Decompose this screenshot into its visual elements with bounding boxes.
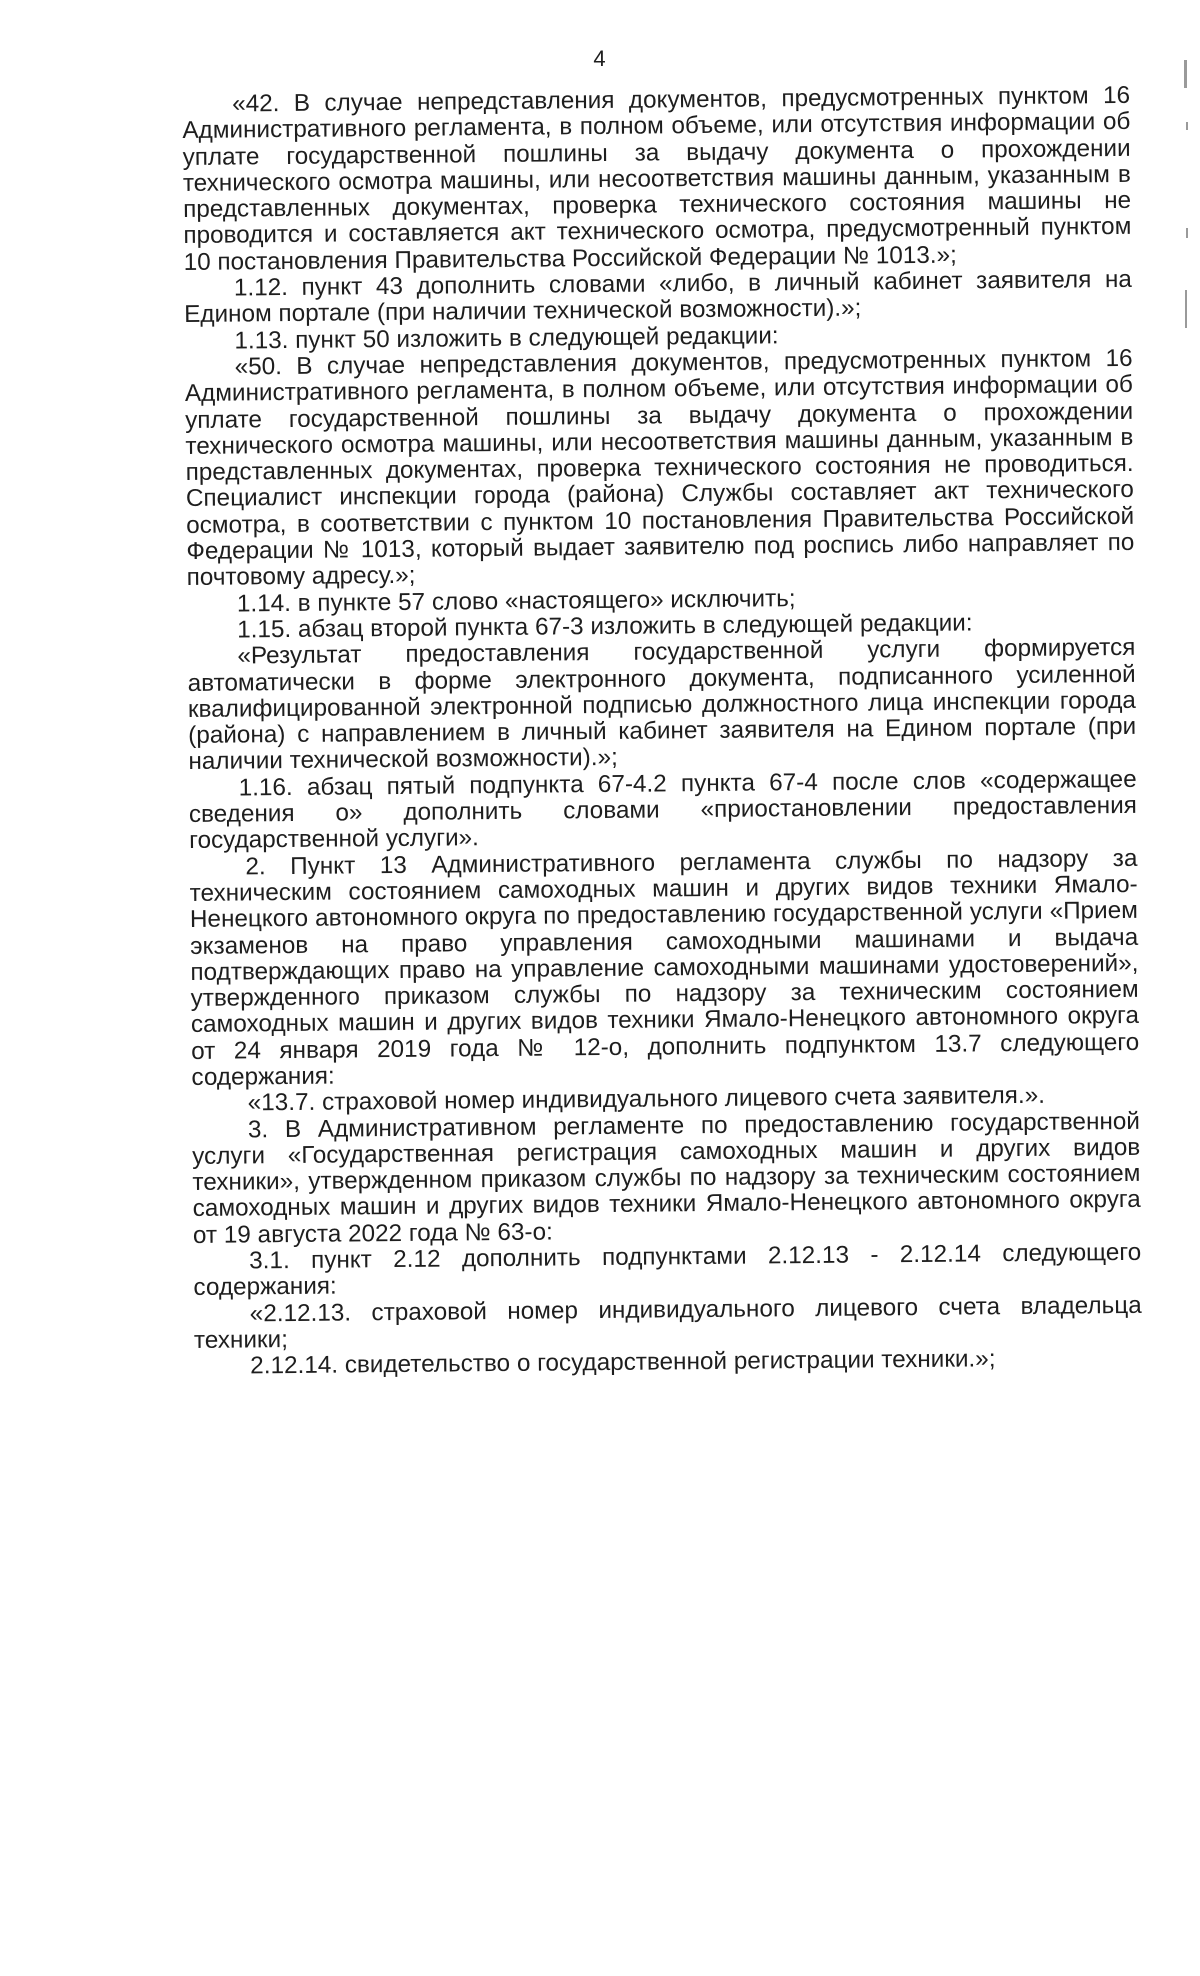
scan-edge-mark [1186,122,1188,130]
scan-edge-mark [1184,60,1187,88]
page-number: 4 [593,46,607,71]
scan-edge-mark [1186,228,1188,238]
paragraph-2-12-13: «2.12.13. страховой номер индивидуального лицевого счета владельца техники; [193,1291,1142,1354]
paragraph-1-16: 1.16. абзац пятый подпункта 67-4.2 пункта 67-4 после слов «содержащее сведения о» дополнить словами «приостановлении предоставления государственной услуги». [188,765,1138,855]
paragraph-1-15: 1.15. абзац второй пункта 67-3 изложить в следующей редакции: [237,609,973,644]
paragraph-1-13: 1.13. пункт 50 изложить в следующей редакции: [234,321,779,355]
paragraph-1-14: 1.14. в пункте 57 слово «настоящего» исключить; [236,584,796,618]
scan-edge-mark [1185,290,1187,328]
paragraph-1-12: 1.12. пункт 43 дополнить словами «либо, в личный кабинет заявителя на Едином портале (при наличии технической возможности).»; [184,265,1132,329]
paragraph-13-7: «13.7. страховой номер индивидуального лицевого счета заявителя.». [247,1082,1046,1117]
paragraph-2: 2. Пункт 13 Административного регламента службы по надзору за техническим состоянием самоходных машин и других видов техники Ямало-Ненецкого автономного округа по предоставлению государственной услуги «Прием экзаменов на право управления самоходными машинами и выдача подтверждающих право на управление самоходными машинами удостоверений», утвержденного приказом службы по надзору за техническим состоянием самоходных машин и других видов техники Ямало-Ненецкого автономного округа от 24 января 2019 года № 12-о, дополнить подпунктом 13.7 следующего содержания: [189,844,1140,1091]
document-body [182,83,1142,1381]
paragraph-3-1: 3.1. пункт 2.12 дополнить подпунктами 2.12.13 - 2.12.14 следующего содержания: [193,1238,1142,1302]
paragraph-3: 3. В Административном регламенте по предоставлению государственной услуги «Государственная регистрация самоходных машин и других видов техники», утвержденном приказом службы по надзору за техническим состоянием самоходных машин и других видов техники Ямало-Ненецкого автономного округа от 19 августа 2022 года № 63-о: [192,1107,1141,1249]
paragraph-50: «50. В случае непредставления документов, предусмотренных пунктом 16 Административного регламента, в полном объеме, или отсутствия информации об уплате государственной пошлины за выдачу документа о прохождении технического осмотра машины, или несоответствия машины данным, указанным в представленных документах, проверка технического состояния не проводиться. Специалист инспекции города (района) Службы составляет акт технического осмотра, в соответствии с пунктом 10 постановления Правительства Российской Федерации № 1013, который выдает заявителю под роспись либо направляет по почтовому адресу.»; [184,344,1135,592]
paragraph-result: «Результат предоставления государственной услуги формируется автоматически в форме электронного документа, подписанного усиленной квалифицированной электронной подписью должностного лица инспекции города (района) с направлением в личный кабинет заявителя на Едином портале (при наличии технической возможности).»; [187,634,1137,776]
paragraph-42: «42. В случае непредставления документов, предусмотренных пунктом 16 Административного регламента, в полном объеме, или отсутствия информации об уплате государственной пошлины за выдачу документа о прохождении технического осмотра машины, или несоответствия машины данным, указанным в представленных документах, проверка технического состояния машины не проводится и составляется акт технического осмотра, предусмотренный пунктом 10 постановления Правительства Российской Федерации № 1013.»; [182,81,1132,276]
paragraph-2-12-14: 2.12.14. свидетельство о государственной регистрации техники.»; [250,1345,996,1380]
